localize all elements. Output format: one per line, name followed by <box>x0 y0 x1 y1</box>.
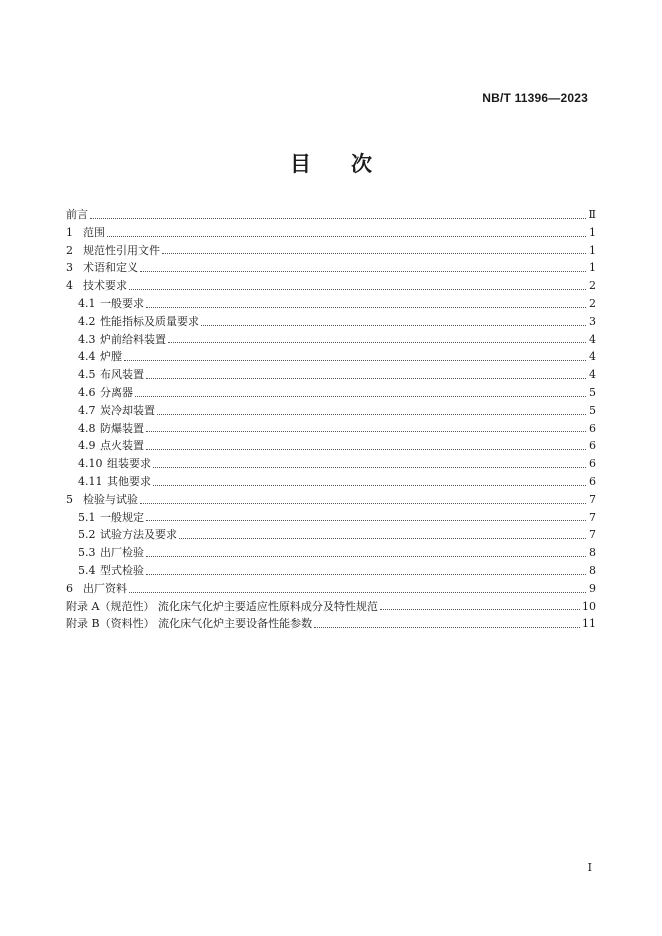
toc-entry-number: 4.5 <box>78 368 96 382</box>
toc-entry-number: 4.2 <box>78 314 96 328</box>
toc-entry-page: 6 <box>589 457 596 471</box>
toc-entry[interactable] <box>66 331 596 349</box>
toc-entry-number: 1 <box>66 225 73 239</box>
toc-entry-page: Ⅱ <box>588 208 596 221</box>
table-of-contents <box>66 206 596 633</box>
toc-leader-dots <box>146 555 586 557</box>
toc-leader-dots <box>146 377 586 379</box>
toc-entry-number: 4.11 <box>78 474 103 488</box>
toc-entry-number: 3 <box>66 261 73 275</box>
toc-entry-label: 附录 A（规范性） 流化床气化炉主要适应性原料成分及特性规范 <box>66 599 378 613</box>
toc-entry-label: 一般规定 <box>100 510 144 524</box>
toc-entry-number: 4.1 <box>78 296 96 310</box>
toc-entry[interactable] <box>66 420 596 438</box>
toc-leader-dots <box>146 573 586 575</box>
toc-entry-number: 4 <box>66 279 73 293</box>
toc-entry[interactable] <box>66 206 596 224</box>
toc-leader-dots <box>140 502 586 504</box>
toc-leader-dots <box>129 591 586 593</box>
toc-entry-number: 5.4 <box>78 563 96 577</box>
toc-entry-label: 炭冷却装置 <box>100 403 155 417</box>
toc-entry[interactable] <box>66 491 596 509</box>
toc-entry[interactable] <box>66 544 596 562</box>
toc-leader-dots <box>380 608 580 610</box>
toc-entry[interactable] <box>66 562 596 580</box>
toc-entry-page: 2 <box>589 279 596 293</box>
toc-entry-label: 出厂资料 <box>83 581 127 595</box>
toc-entry[interactable] <box>66 615 596 633</box>
toc-entry-number: 5.3 <box>78 546 96 560</box>
toc-leader-dots <box>140 270 586 272</box>
toc-entry-label: 炉膛 <box>100 350 122 364</box>
toc-entry-number: 5.1 <box>78 510 96 524</box>
toc-entry-label: 组装要求 <box>107 457 151 471</box>
toc-entry-label: 技术要求 <box>83 279 127 293</box>
toc-leader-dots <box>90 217 586 219</box>
toc-entry-label: 布风装置 <box>100 368 144 382</box>
toc-entry[interactable] <box>66 509 596 527</box>
toc-entry-page: 6 <box>589 421 596 435</box>
toc-entry-page: 7 <box>589 528 596 542</box>
toc-entry-page: 10 <box>582 599 596 613</box>
toc-leader-dots <box>162 252 586 254</box>
toc-entry-page: 11 <box>582 617 596 631</box>
toc-entry-label: 分离器 <box>100 385 133 399</box>
toc-entry-label: 防爆装置 <box>100 421 144 435</box>
toc-entry[interactable] <box>66 313 596 331</box>
toc-entry-page: 4 <box>589 368 596 382</box>
toc-entry-page: 1 <box>589 243 596 257</box>
toc-entry[interactable] <box>66 580 596 598</box>
toc-entry-number: 5 <box>66 492 73 506</box>
toc-entry-page: 8 <box>589 546 596 560</box>
toc-entry-number: 2 <box>66 243 73 257</box>
toc-entry-label: 其他要求 <box>107 474 151 488</box>
toc-entry[interactable] <box>66 526 596 544</box>
toc-entry-label: 炉前给料装置 <box>100 332 166 346</box>
toc-entry-number: 4.6 <box>78 385 96 399</box>
toc-entry-label: 附录 B（资料性） 流化床气化炉主要设备性能参数 <box>66 617 313 631</box>
toc-entry-number: 4.10 <box>78 457 103 471</box>
toc-leader-dots <box>146 519 586 521</box>
toc-entry-page: 7 <box>589 492 596 506</box>
standard-number: NB/T 11396—2023 <box>482 91 588 105</box>
toc-entry[interactable] <box>66 437 596 455</box>
toc-entry-label: 试验方法及要求 <box>100 528 177 542</box>
toc-leader-dots <box>135 395 586 397</box>
toc-entry[interactable] <box>66 455 596 473</box>
toc-entry-number: 4.4 <box>78 350 96 364</box>
toc-leader-dots <box>153 484 586 486</box>
toc-entry[interactable] <box>66 598 596 616</box>
toc-leader-dots <box>107 235 586 237</box>
toc-leader-dots <box>146 430 586 432</box>
toc-entry[interactable] <box>66 402 596 420</box>
toc-entry-label: 性能指标及质量要求 <box>100 314 199 328</box>
toc-entry-label: 范围 <box>83 225 105 239</box>
toc-entry[interactable] <box>66 295 596 313</box>
toc-entry-number: 4.7 <box>78 403 96 417</box>
toc-leader-dots <box>146 448 586 450</box>
toc-leader-dots <box>168 341 586 343</box>
toc-entry-page: 1 <box>589 225 596 239</box>
toc-entry-page: 4 <box>589 332 596 346</box>
toc-entry-number: 6 <box>66 581 73 595</box>
toc-entry-page: 5 <box>589 403 596 417</box>
toc-entry-number: 5.2 <box>78 528 96 542</box>
toc-entry[interactable] <box>66 277 596 295</box>
toc-leader-dots <box>314 626 580 628</box>
toc-entry-label: 一般要求 <box>100 296 144 310</box>
toc-entry[interactable] <box>66 384 596 402</box>
toc-entry-label: 前言 <box>66 208 88 221</box>
toc-entry-label: 出厂检验 <box>100 546 144 560</box>
toc-entry-page: 6 <box>589 439 596 453</box>
toc-entry-label: 型式检验 <box>100 563 144 577</box>
toc-entry-page: 9 <box>589 581 596 595</box>
toc-entry-number: 4.3 <box>78 332 96 346</box>
toc-entry[interactable] <box>66 242 596 260</box>
toc-entry-page: 6 <box>589 474 596 488</box>
toc-entry-label: 检验与试验 <box>83 492 138 506</box>
toc-entry-page: 5 <box>589 385 596 399</box>
toc-leader-dots <box>179 537 586 539</box>
toc-entry-page: 7 <box>589 510 596 524</box>
toc-entry[interactable] <box>66 348 596 366</box>
toc-entry-label: 点火装置 <box>100 439 144 453</box>
toc-leader-dots <box>157 413 586 415</box>
toc-entry[interactable] <box>66 259 596 277</box>
toc-leader-dots <box>124 359 586 361</box>
toc-entry-number: 4.9 <box>78 439 96 453</box>
toc-entry-page: 4 <box>589 350 596 364</box>
toc-entry-number: 4.8 <box>78 421 96 435</box>
toc-entry-label: 规范性引用文件 <box>83 243 160 257</box>
toc-entry-label: 术语和定义 <box>83 261 138 275</box>
toc-leader-dots <box>153 466 586 468</box>
toc-leader-dots <box>201 324 586 326</box>
footer-page-number: I <box>587 861 592 874</box>
toc-leader-dots <box>129 288 586 290</box>
toc-entry-page: 3 <box>589 314 596 328</box>
toc-entry[interactable] <box>66 224 596 242</box>
toc-entry-page: 8 <box>589 563 596 577</box>
toc-entry-page: 2 <box>589 296 596 310</box>
toc-entry[interactable] <box>66 473 596 491</box>
toc-entry[interactable] <box>66 366 596 384</box>
toc-entry-page: 1 <box>589 261 596 275</box>
page-title: 目次 <box>290 151 412 176</box>
toc-leader-dots <box>146 306 586 308</box>
